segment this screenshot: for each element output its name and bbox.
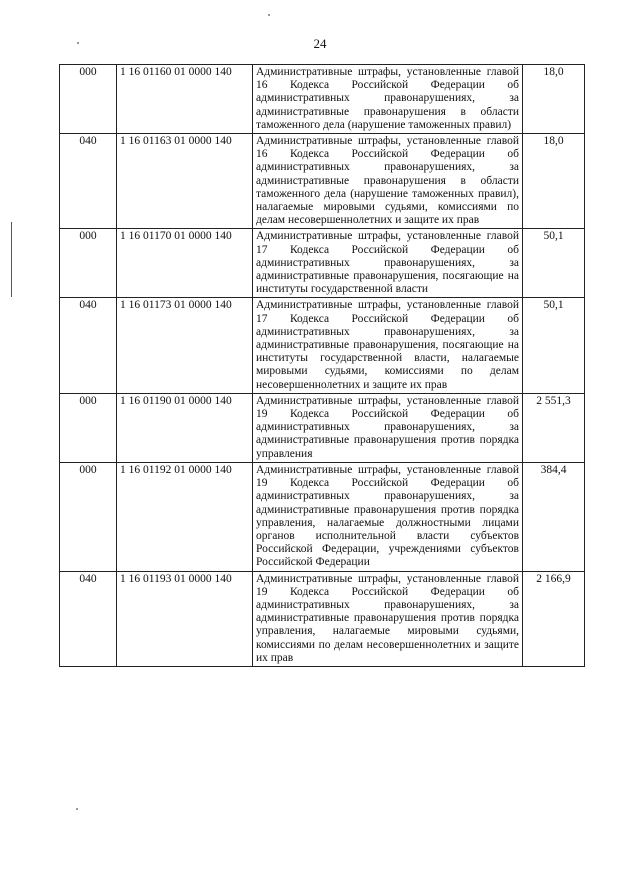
budget-code-cell: 1 16 01163 01 0000 140 [117,134,253,229]
budget-code-cell: 1 16 01160 01 0000 140 [117,65,253,134]
table-row [60,134,585,229]
page-number: 24 [313,36,327,51]
description-cell: Административные штрафы, установленные главой 17 Кодекса Российской Федерации об административных правонарушениях, за административные правонарушения, посягающие на институты государственной власти, налагаемые мировыми судьями, комиссиями по делам несовершеннолетних и защите их прав [253,298,523,393]
budget-code-cell: 1 16 01190 01 0000 140 [117,393,253,462]
scan-margin-line [11,222,12,297]
admin-code-cell: 000 [60,462,117,571]
budget-code-cell: 1 16 01170 01 0000 140 [117,229,253,298]
admin-code-cell: 000 [60,393,117,462]
table-row [60,393,585,462]
amount-cell: 50,1 [523,229,585,298]
admin-code-cell: 040 [60,298,117,393]
table-row [60,65,585,134]
admin-code-cell: 000 [60,229,117,298]
scan-speck [76,808,78,810]
amount-cell: 2 551,3 [523,393,585,462]
budget-code-cell: 1 16 01173 01 0000 140 [117,298,253,393]
admin-code-cell: 040 [60,571,117,666]
amount-cell: 384,4 [523,462,585,571]
admin-code-cell: 040 [60,134,117,229]
table-row [60,298,585,393]
revenue-table [59,64,585,667]
description-cell: Административные штрафы, установленные главой 17 Кодекса Российской Федерации об административных правонарушениях, за административные правонарушения, посягающие на институты государственной власти [253,229,523,298]
admin-code-cell: 000 [60,65,117,134]
description-cell: Административные штрафы, установленные главой 16 Кодекса Российской Федерации об административных правонарушениях, за административные правонарушения в области таможенного дела (нарушение таможенных правил) [253,65,523,134]
scan-speck [268,14,270,16]
description-cell: Административные штрафы, установленные главой 19 Кодекса Российской Федерации об административных правонарушениях, за административные правонарушения против порядка управления [253,393,523,462]
budget-code-cell: 1 16 01192 01 0000 140 [117,462,253,571]
table-row [60,571,585,666]
table-row [60,229,585,298]
description-cell: Административные штрафы, установленные главой 16 Кодекса Российской Федерации об административных правонарушениях, за административные правонарушения в области таможенного дела (нарушение таможенных правил), налагаемые мировыми судьями, комиссиями по делам несовершеннолетних и защите их прав [253,134,523,229]
description-cell: Административные штрафы, установленные главой 19 Кодекса Российской Федерации об административных правонарушениях, за административные правонарушения против порядка управления, налагаемые мировыми судьями, комиссиями по делам несовершеннолетних и защите их прав [253,571,523,666]
description-cell: Административные штрафы, установленные главой 19 Кодекса Российской Федерации об административных правонарушениях, за административные правонарушения против порядка управления, налагаемые должностными лицами органов исполнительной власти субъектов Российской Федерации, учреждениями субъектов Российской Федерации [253,462,523,571]
amount-cell: 18,0 [523,134,585,229]
amount-cell: 2 166,9 [523,571,585,666]
amount-cell: 18,0 [523,65,585,134]
scan-speck [77,42,79,44]
budget-code-cell: 1 16 01193 01 0000 140 [117,571,253,666]
amount-cell: 50,1 [523,298,585,393]
table-row [60,462,585,571]
